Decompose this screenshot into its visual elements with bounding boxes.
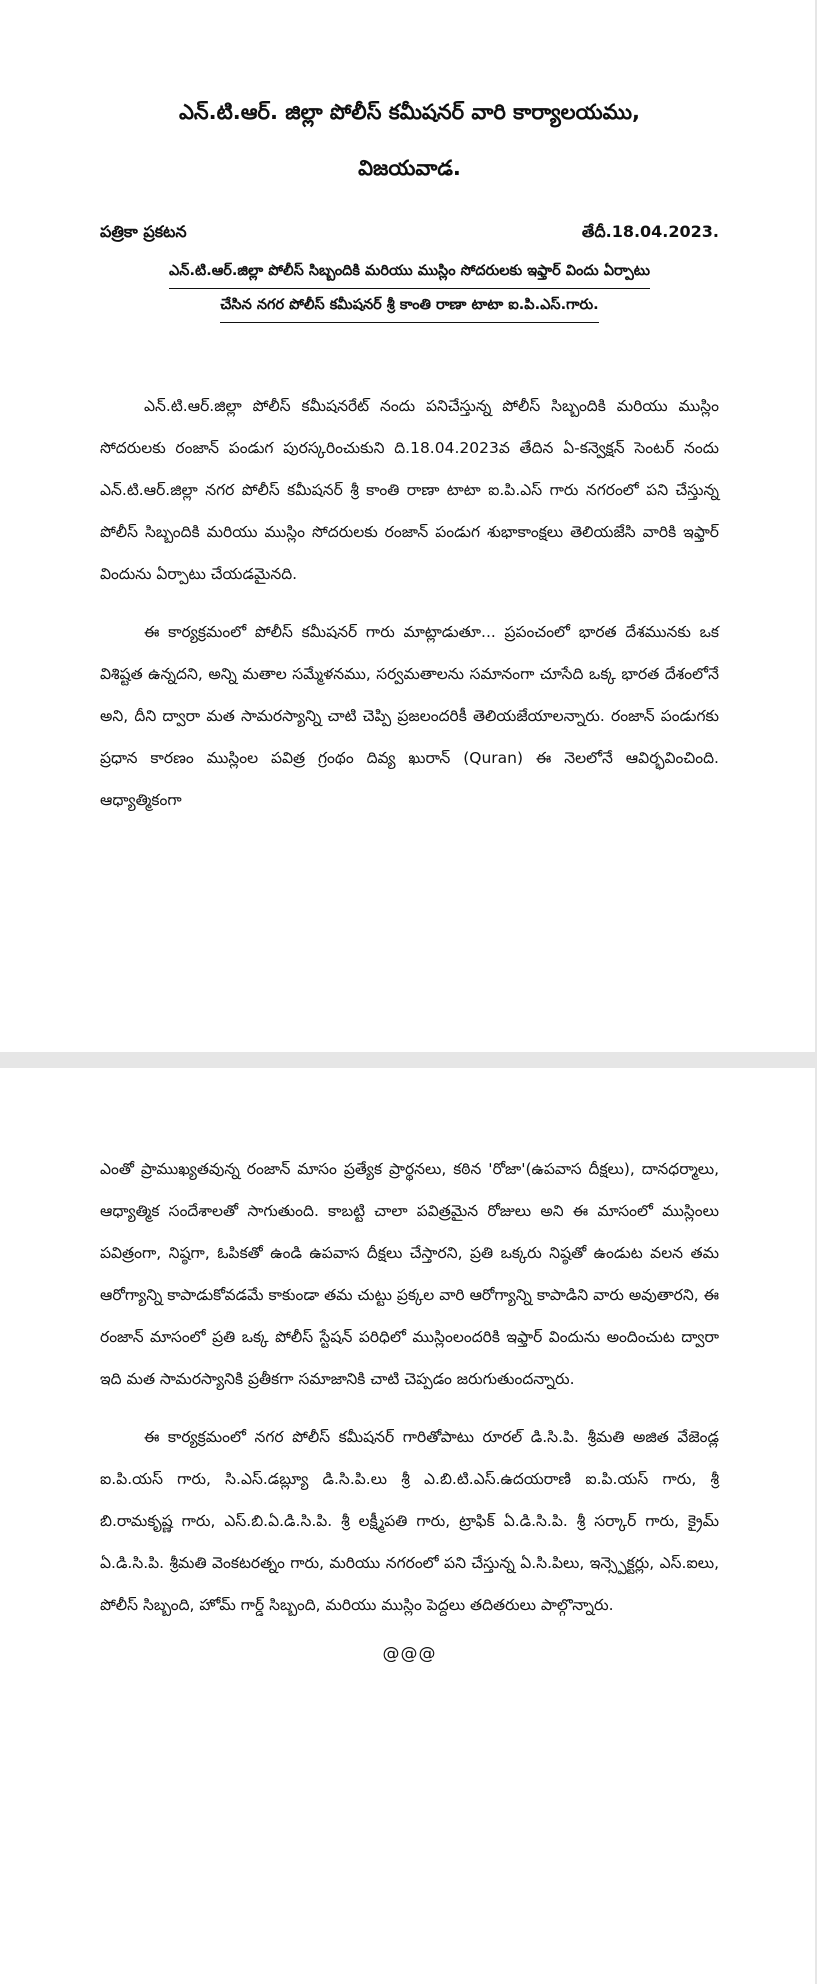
release-date: తేదీ.18.04.2023. [581,222,719,241]
press-release-label: పత్రికా ప్రకటన [100,222,187,241]
headline-line-1: ఎన్.టి.ఆర్.జిల్లా పోలీస్ సిబ్బందికి మరియు ముస్లిం సోదరులకు ఇఫ్తార్ విందు ఏర్పాటు [169,263,650,289]
headline-line-2: చేసిన నగర పోలీస్ కమీషనర్ శ్రీ కాంతి రాణా టాటా ఐ.పి.ఎస్.గారు. [220,297,598,323]
body-paragraph-1: ఎన్.టి.ఆర్.జిల్లా పోలీస్ కమీషనరేట్ నందు పనిచేస్తున్న పోలీస్ సిబ్బందికి మరియు ముస్లిం సోదరులకు రంజాన్ పండుగ పురస్కరించుకుని ది.18.04.2023వ తేదిన ఏ-కన్వెక్షన్ సెంటర్ నందు ఎన్.టి.ఆర్.జిల్లా నగర పోలీస్ కమీషనర్ శ్రీ కాంతి రాణా టాటా ఐ.పి.ఎస్ గారు నగరంలో పని చేస్తున్న పోలీస్ సిబ్బందికి మరియు ముస్లిం సోదరులకు రంజాన్ పండుగ శుభాకాంక్షలు తెలియజేసి వారికి ఇఫ్తార్ విందును ఏర్పాటు చేయడమైనది. [100,397,719,583]
end-mark: @@@ [382,1644,437,1664]
body-paragraph-4: ఈ కార్యక్రమంలో నగర పోలీస్ కమీషనర్ గారితోపాటు రూరల్ డి.సి.పి. శ్రీమతి అజిత వేజెండ్ల ఐ.పి.యస్ గారు, సి.ఎస్.డబ్ల్యూ డి.సి.పి.లు శ్రీ ఎ.బి.టి.ఎస్.ఉదయరాణి ఐ.పి.యస్ గారు, శ్రీ బి.రామకృష్ణ గారు, ఎస్.బి.ఏ.డి.సి.పి. శ్రీ లక్ష్మీపతి గారు, ట్రాఫిక్ ఏ.డి.సి.పి. శ్రీ సర్కార్ గారు, క్రైమ్ ఏ.డి.సి.పి. శ్రీమతి వెంకటరత్నం గారు, మరియు నగరంలో పని చేస్తున్న ఏ.సి.పిలు, ఇన్స్పెక్టర్లు, ఎస్.ఐలు, పోలీస్ సిబ్బంది, హోమ్ గార్డ్ సిబ్బంది, మరియు ముస్లిం పెద్దలు తదితరులు పాల్గొన్నారు. [100,1428,719,1614]
release-row [100,222,719,245]
body-paragraph-3: ఎంతో ప్రాముఖ్యతవున్న రంజాన్ మాసం ప్రత్యేక ప్రార్థనలు, కఠిన 'రోజా'(ఉపవాస దీక్షలు), దానధర్మాలు, ఆధ్యాత్మిక సందేశాలతో సాగుతుంది. కాబట్టి చాలా పవిత్రమైన రోజులు అని ఈ మాసంలో ముస్లింలు పవిత్రంగా, నిష్ఠగా, ఓపికతో ఉండి ఉపవాస దీక్షలు చేస్తారని, ప్రతి ఒక్కరు నిష్ఠతో ఉండుట వలన తమ ఆరోగ్యాన్ని కాపాడుకోవడమే కాకుండా తమ చుట్టు ప్రక్కల వారి ఆరోగ్యాన్ని కాపాడిని వారు అవుతారని, ఈ రంజాన్ మాసంలో ప్రతి ఒక్క పోలీస్ స్టేషన్ పరిధిలో ముస్లింలందరికి ఇఫ్తార్ విందును అందించుట ద్వారా ఇది మత సామరస్యానికి ప్రతీకగా సమాజానికి చాటి చెప్పడం జరుగుతుందన్నారు. [100,1160,719,1388]
office-title: ఎన్.టి.ఆర్. జిల్లా పోలీస్ కమీషనర్ వారి కార్యాలయము, [178,100,641,124]
headline [100,263,719,323]
body-paragraph-2: ఈ కార్యక్రమంలో పోలీస్ కమీషనర్ గారు మాట్లాడుతూ... ప్రపంచంలో భారత దేశమునకు ఒక విశిష్టత ఉన్నదని, అన్ని మతాల సమ్మేళనము, సర్వమతాలను సమానంగా చూసేది ఒక్క భారత దేశంలోనే అని, దీని ద్వారా మత సామరస్యాన్ని చాటి చెప్పి ప్రజలందరికీ తెలియజేయాలన్నారు. రంజాన్ పండుగకు ప్రధాన కారణం ముస్లింల పవిత్ర గ్రంథం దివ్య ఖురాన్ (Quran) ఈ నెలలోనే ఆవిర్భవించింది. ఆధ్యాత్మికంగా [100,623,719,809]
city-title: విజయవాడ. [358,156,461,180]
document-page-2 [0,1068,815,1984]
